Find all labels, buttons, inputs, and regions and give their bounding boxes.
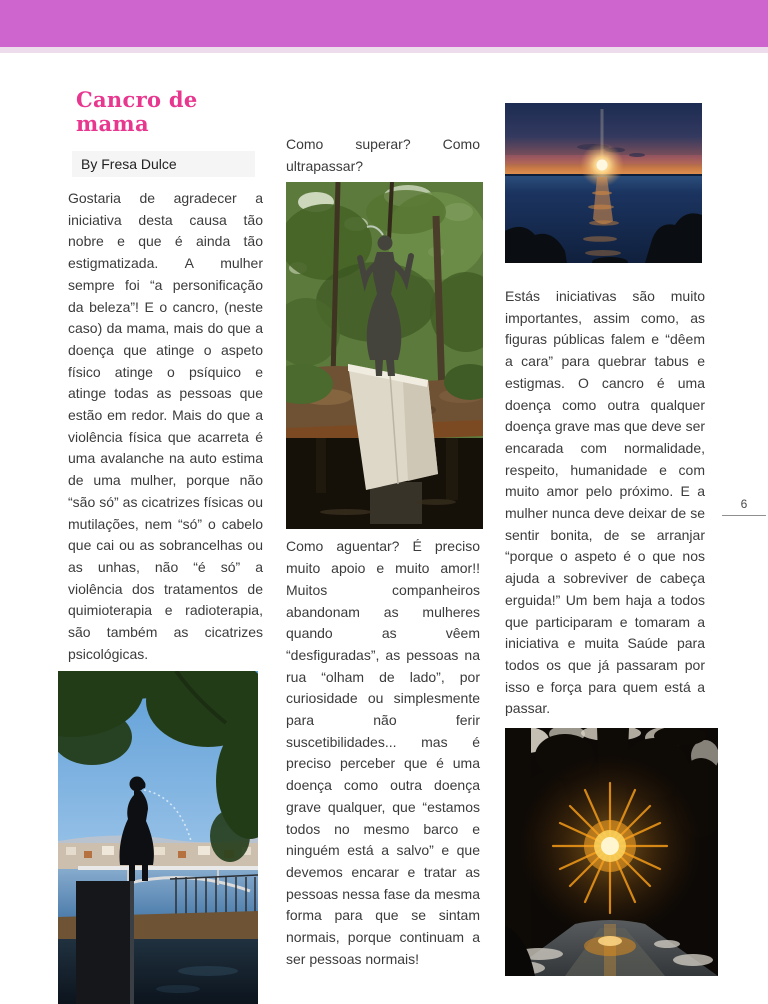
bronze-statue-park-photo	[286, 182, 483, 529]
statue-silhouette-river-photo	[58, 671, 258, 1004]
middle-paragraph: Como aguentar? É preciso muito apoio e muito amor!! Muitos companheiros abandonam as mulheres quando as vêem “desfiguradas”, as pessoas na rua “olham de lado”, por curiosidade ou simplesmente para não ferir suscetibilidades... mas é preciso perceber que é uma doença como outra doença grave qualquer, que “estamos todos no mesmo barco e ninguém está a salvo” e que devemos encarar e tratar as pessoas nessa fase da mesma forma para que se sintam normais, porque continuam a ser pessoas normais!	[286, 538, 480, 967]
article-title: Cancro de mama	[76, 87, 198, 136]
middle-intro: Como superar? Como ultrapassar?	[286, 136, 480, 174]
right-column	[505, 103, 705, 976]
sunburst-trees-path-photo	[505, 728, 718, 976]
sunset-sea-photo	[505, 103, 702, 263]
left-paragraph: Gostaria de agradecer a iniciativa desta causa tão nobre e que é ainda tão estigmatizada. A mulher sempre foi “a personificação da beleza”! E o cancro, (neste caso) da mama, mais do que a doença que atinge o aspeto físico atinge o psíquico e atinge todas as pessoas que estão em redor. Mais do que a violência física que acarreta é uma avalanche na auto estima de uma mulher, porque não “são só” as cicatrizes físicas ou mutilações, nem “só” o cabelo que cai ou as sobrancelhas ou as unhas, não “é só” a violência dos tratamentos de quimioterapia e radioterapia, são também as cicatrizes psicológicas.	[68, 190, 263, 662]
page-number-divider	[722, 515, 766, 516]
page-number: 6	[740, 497, 748, 511]
page-header-bar	[0, 0, 768, 47]
page-header-bar-fade	[0, 47, 768, 53]
left-column	[68, 88, 263, 1004]
page-number-block	[722, 497, 766, 516]
article-byline: By Fresa Dulce	[72, 151, 255, 177]
right-paragraph: Estás iniciativas são muito importantes, assim como, as figuras públicas falem e “dêem a cara” para quebrar tabus e estigmas. O cancro é uma doença como outra qualquer doença grave mas que deve ser encarada com normalidade, respeito, humanidade e com muito amor pelo próximo. E a mulher nunca deve deixar de se sentir bonita, de se arranjar “porque o aspeto é o que nos ajuda a sobreviver de cabeça erguida!” Um bem haja a todos que participaram e tomaram a iniciativa e muita Saúde para todos os que já passaram por isso e força para quem está a passar.	[505, 288, 706, 717]
middle-column	[286, 134, 480, 970]
